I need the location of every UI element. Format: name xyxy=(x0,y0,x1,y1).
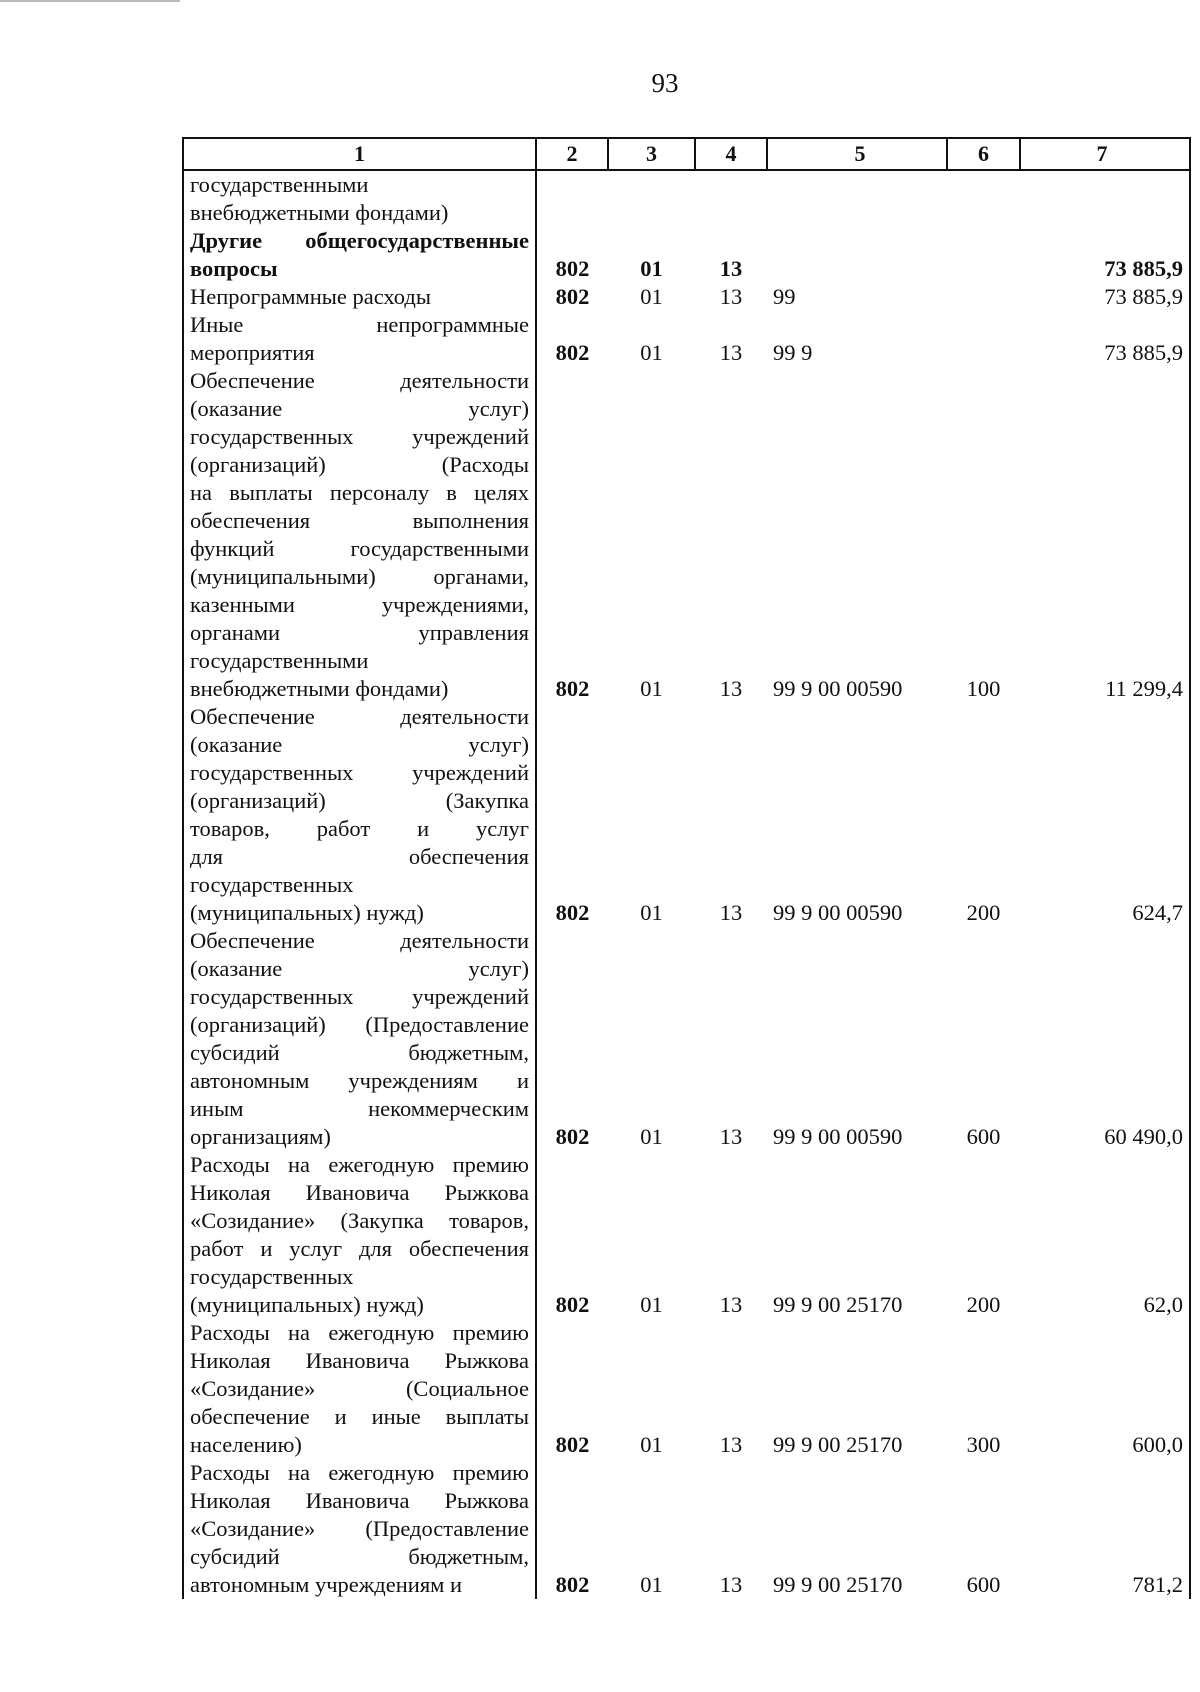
table-row xyxy=(183,227,1190,283)
description-line: (муниципальных) нужд) xyxy=(190,1292,424,1317)
description-line: государственными xyxy=(190,172,369,197)
description-line: (оказание услуг) xyxy=(190,732,529,757)
description-line: Расходы на ежегодную премию xyxy=(190,1460,529,1485)
target-article-code: 99 9 00 25170 xyxy=(773,1292,903,1317)
subsection-code: 13 xyxy=(719,1572,743,1597)
description-line: (организаций) (Расходы xyxy=(190,452,529,477)
expense-type-code: 100 xyxy=(966,676,1001,701)
row-description xyxy=(183,703,536,927)
expense-type-code xyxy=(947,170,1020,227)
description-line: работ и услуг для обеспечения xyxy=(190,1236,529,1261)
section-code: 01 xyxy=(640,1572,663,1597)
description-line: государственными xyxy=(190,648,369,673)
description-line: субсидий бюджетным, xyxy=(190,1544,529,1569)
description-line: внебюджетными фондами) xyxy=(190,676,449,701)
admin-code: 802 xyxy=(536,927,608,1151)
amount: 73 885,9 xyxy=(1020,283,1190,311)
description-line: на выплаты персоналу в целях xyxy=(190,480,529,505)
amount: 73 885,9 xyxy=(1020,311,1190,367)
amount: 62,0 xyxy=(1020,1151,1190,1319)
description-line: Непрограммные расходы xyxy=(190,284,431,309)
subsection-code: 13 xyxy=(719,1432,743,1457)
description-line: Расходы на ежегодную премию xyxy=(190,1152,529,1177)
column-header: 6 xyxy=(947,138,1020,170)
admin-code xyxy=(536,170,608,227)
subsection-code: 13 xyxy=(719,1124,743,1149)
admin-code: 802 xyxy=(536,283,608,311)
row-description xyxy=(183,170,536,227)
column-header: 7 xyxy=(1020,138,1190,170)
description-line: организациям) xyxy=(190,1124,331,1149)
amount: 600,0 xyxy=(1020,1319,1190,1459)
description-line: «Созидание» (Социальное xyxy=(190,1376,529,1401)
description-line: Обеспечение деятельности xyxy=(190,368,529,393)
description-line: внебюджетными фондами) xyxy=(190,200,449,225)
row-description xyxy=(183,283,536,311)
description-line: Николая Ивановича Рыжкова xyxy=(190,1180,529,1205)
expense-type-code: 600 xyxy=(966,1572,1001,1597)
expense-type-code xyxy=(947,311,1020,367)
description-line: (оказание услуг) xyxy=(190,956,529,981)
target-article-code: 99 9 00 25170 xyxy=(773,1572,903,1597)
section-code: 01 xyxy=(640,1432,663,1457)
description-line: государственных xyxy=(190,1264,354,1289)
table-row xyxy=(183,170,1190,227)
expense-type-code: 300 xyxy=(966,1432,1001,1457)
row-description xyxy=(183,927,536,1151)
section-code: 01 xyxy=(640,1124,663,1149)
description-line: иным некоммерческим xyxy=(190,1096,529,1121)
row-description xyxy=(183,1151,536,1319)
budget-table xyxy=(182,137,1191,1599)
description-line: (оказание услуг) xyxy=(190,396,529,421)
expense-type-code: 600 xyxy=(966,1124,1001,1149)
amount: 60 490,0 xyxy=(1020,927,1190,1151)
target-article-code: 99 9 00 00590 xyxy=(773,1124,903,1149)
row-description xyxy=(183,367,536,703)
page-number: 93 xyxy=(651,68,679,98)
admin-code: 802 xyxy=(536,1319,608,1459)
description-line: (муниципальными) органами, xyxy=(190,564,529,589)
target-article-code: 99 9 xyxy=(773,340,813,365)
table-row xyxy=(183,283,1190,311)
description-line: обеспечение и иные выплаты xyxy=(190,1404,529,1429)
column-header: 2 xyxy=(536,138,608,170)
description-line: Иные непрограммные xyxy=(190,312,529,337)
description-line: Обеспечение деятельности xyxy=(190,928,529,953)
target-article-code: 99 9 00 00590 xyxy=(773,900,903,925)
section-code xyxy=(608,170,695,227)
description-line: государственных xyxy=(190,872,354,897)
subsection-code: 13 xyxy=(719,256,743,281)
amount: 624,7 xyxy=(1020,703,1190,927)
admin-code: 802 xyxy=(536,703,608,927)
section-code: 01 xyxy=(640,900,663,925)
section-code: 01 xyxy=(640,284,663,309)
row-description xyxy=(183,1459,536,1599)
column-header: 1 xyxy=(183,138,536,170)
subsection-code: 13 xyxy=(719,1292,743,1317)
description-line: населению) xyxy=(190,1432,302,1457)
expense-type-code: 200 xyxy=(966,1292,1001,1317)
amount: 781,2 xyxy=(1020,1459,1190,1599)
admin-code: 802 xyxy=(536,367,608,703)
scan-edge-line xyxy=(0,0,180,2)
row-description xyxy=(183,311,536,367)
description-line: государственных учреждений xyxy=(190,424,529,449)
subsection-code: 13 xyxy=(719,284,743,309)
column-header: 3 xyxy=(608,138,695,170)
target-article-code: 99 9 00 00590 xyxy=(773,676,903,701)
description-line: (организаций) (Предоставление xyxy=(190,1012,529,1037)
table-body xyxy=(183,170,1190,1599)
table-row xyxy=(183,1459,1190,1599)
description-line: вопросы xyxy=(190,256,278,281)
amount: 73 885,9 xyxy=(1020,227,1190,283)
description-line: Расходы на ежегодную премию xyxy=(190,1320,529,1345)
column-header: 4 xyxy=(695,138,767,170)
section-code: 01 xyxy=(640,676,663,701)
description-line: Обеспечение деятельности xyxy=(190,704,529,729)
description-line: «Созидание» (Закупка товаров, xyxy=(190,1208,529,1233)
table-row xyxy=(183,927,1190,1151)
target-article-code: 99 xyxy=(773,284,796,309)
amount: 11 299,4 xyxy=(1020,367,1190,703)
description-line: для обеспечения xyxy=(190,844,529,869)
description-line: государственных учреждений xyxy=(190,760,529,785)
amount xyxy=(1020,170,1190,227)
subsection-code: 13 xyxy=(719,676,743,701)
table-row xyxy=(183,311,1190,367)
target-article-code: 99 9 00 25170 xyxy=(773,1432,903,1457)
description-line: Николая Ивановича Рыжкова xyxy=(190,1488,529,1513)
description-line: субсидий бюджетным, xyxy=(190,1040,529,1065)
subsection-code xyxy=(695,170,767,227)
subsection-code: 13 xyxy=(719,900,743,925)
description-line: функций государственными xyxy=(190,536,529,561)
description-line: казенными учреждениями, xyxy=(190,592,529,617)
description-line: (организаций) (Закупка xyxy=(190,788,529,813)
column-header: 5 xyxy=(767,138,947,170)
description-line: Другие общегосударственные xyxy=(190,228,529,253)
row-description xyxy=(183,1319,536,1459)
section-code: 01 xyxy=(640,1292,663,1317)
admin-code: 802 xyxy=(536,227,608,283)
row-description xyxy=(183,227,536,283)
table-header-row xyxy=(183,138,1190,170)
description-line: автономным учреждениям и xyxy=(190,1572,463,1597)
description-line: (муниципальных) нужд) xyxy=(190,900,424,925)
description-line: мероприятия xyxy=(190,340,315,365)
admin-code: 802 xyxy=(536,1459,608,1599)
description-line: государственных учреждений xyxy=(190,984,529,1009)
description-line: автономным учреждениям и xyxy=(190,1068,529,1093)
subsection-code: 13 xyxy=(719,340,743,365)
description-line: товаров, работ и услуг xyxy=(190,816,529,841)
target-article-code xyxy=(767,170,947,227)
expense-type-code xyxy=(947,283,1020,311)
table-row xyxy=(183,367,1190,703)
table-row xyxy=(183,703,1190,927)
expense-type-code: 200 xyxy=(966,900,1001,925)
description-line: Николая Ивановича Рыжкова xyxy=(190,1348,529,1373)
description-line: «Созидание» (Предоставление xyxy=(190,1516,529,1541)
section-code: 01 xyxy=(640,256,663,281)
admin-code: 802 xyxy=(536,1151,608,1319)
table-row xyxy=(183,1151,1190,1319)
table-row xyxy=(183,1319,1190,1459)
admin-code: 802 xyxy=(536,311,608,367)
description-line: обеспечения выполнения xyxy=(190,508,529,533)
description-line: органами управления xyxy=(190,620,529,645)
expense-type-code xyxy=(947,227,1020,283)
target-article-code xyxy=(767,227,947,283)
section-code: 01 xyxy=(640,340,663,365)
